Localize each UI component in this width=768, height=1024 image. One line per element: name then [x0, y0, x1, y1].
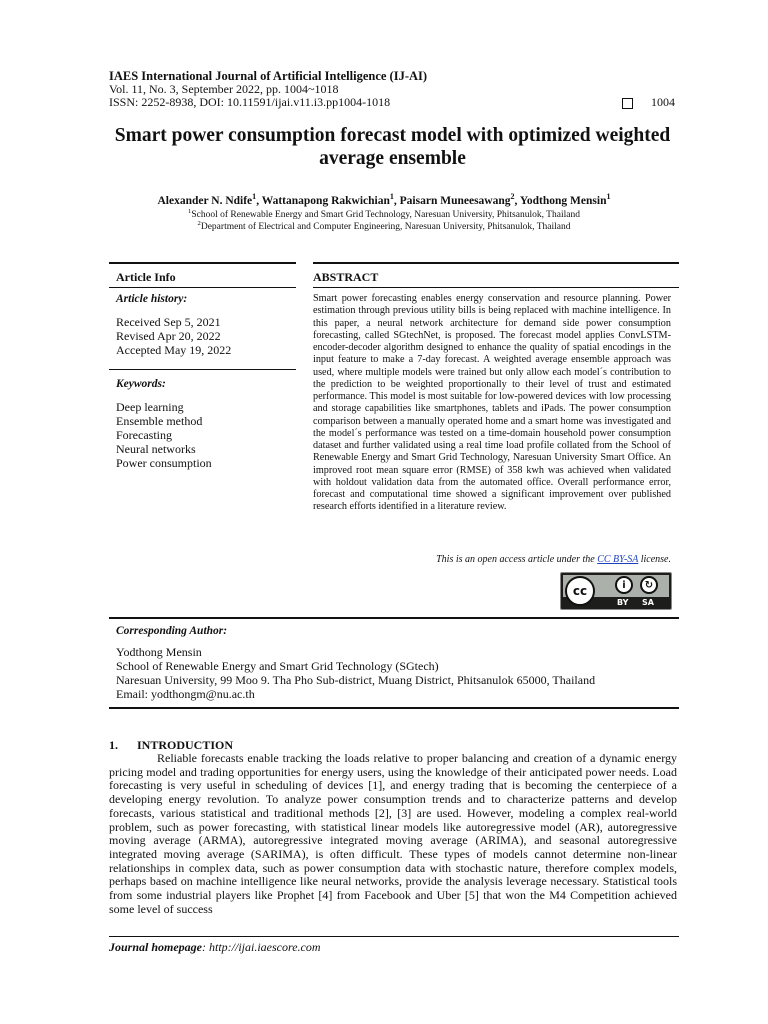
corresponding-address: Naresuan University, 99 Moo 9. Tha Pho Sub-district, Muang District, Phitsanulok 65000, Thailand — [116, 673, 596, 687]
history-item: Revised Apr 20, 2022 — [116, 329, 221, 343]
affiliation: $^1$School of Renewable Energy and Smart Grid Technology, Naresuan University, Phitsanulok, Thailand — [188, 207, 580, 220]
keyword-list — [116, 400, 212, 470]
divider — [109, 262, 296, 264]
author: Alexander N. Ndife$^1$, — [157, 192, 262, 207]
license-link[interactable]: CC BY-SA — [597, 554, 639, 565]
divider — [313, 287, 679, 288]
license-note: This is an open access article under the CC BY-SA license. — [436, 554, 671, 565]
page-number: 1004 — [651, 95, 675, 109]
author-list — [60, 192, 708, 207]
author: Wattanapong Rakwichian$^1$, — [261, 192, 400, 207]
journal-homepage: Journal homepage: http://ijai.iaescore.com — [109, 940, 321, 954]
keyword: Ensemble method — [116, 414, 203, 428]
corresponding-school: School of Renewable Energy and Smart Grid Technology (SGtech) — [116, 659, 439, 673]
share-alike-icon: ↻ — [640, 576, 658, 594]
section-heading: 1. INTRODUCTION — [109, 738, 234, 752]
abstract-text: Smart power forecasting enables energy conservation and resource planning. Power estimation through previous utility bills is being replaced with machine intelligence. In this paper, a neural network architecture for demand side power consumption forecasting, called SGtechNet, is proposed. The forecast model applies ConvLSTM-encoder-decoder algorithm designed to enhance the quality of spatial encodings in the input feature to make a 7-day forecast. A weighted average ensemble approach was used, where multiple models were trained but only allow each model´s contribution to the prediction to be weighted proportionally to their level of trust and estimated performance. This model is most suitable for low-powered devices with low processing and storage capabilities like smartphones, tablets and iPads. The power consumption comparison between a manually operated home and a smart home was investigated and the model´s performance was tested on a time-domain household power consumption dataset and further validated using a real time load profile collated from the School of Renewable Energy and Smart Grid Technology, Naresuan University Smart Office. An improved root mean square error (RMSE) of 358 kwh was achieved when validated with holdout validation data from the automated office. Overall performance error, forecast and computational time showed a significant improvement over published research efforts identified in a literature review. — [313, 293, 671, 513]
divider — [313, 262, 679, 264]
divider — [109, 617, 679, 619]
keyword: Neural networks — [116, 442, 196, 456]
author: Yodthong Mensin$^1$ — [519, 192, 611, 207]
introduction-text: Reliable forecasts enable tracking the loads relative to proper balancing and creation of a dynamic energy pricing model and trading opportunities for energy users, using the knowledge of their anticipated power needs. Load forecasting is very useful in scheduling of devices [1], and energy trading that is becoming the centerpiece of a developing energy revolution. To analyze power consumption trends and to characterize patterns and develop forecasts, various statistical and traditional methods [2], [3] are used. However, modeling a complex real-world problem, such as power forecasting, with statistical linear models like autoregressive model (AR), autoregressive moving average (ARMA), autoregressive integrated moving average (ARIMA), and seasonal autoregressive integrated moving average (SARIMA), is often difficult. These types of models cannot determine non-linear relationships in complex data, such as power consumption data with stochastic nature, therefore complex models, perhaps based on machine intelligence like neural networks, provide the analysis leverage necessary. Statistical tools from some industrial players like Prophet [4] from Facebook and Uber [5] that won the M4 Competition achieved some level of success — [109, 751, 677, 916]
journal-name: IAES International Journal of Artificial Intelligence (IJ-AI) — [109, 69, 428, 83]
corresponding-heading: Corresponding Author: — [116, 625, 228, 637]
corresponding-email: Email: yodthongm@nu.ac.th — [116, 687, 255, 701]
corresponding-details — [116, 645, 595, 701]
keyword: Forecasting — [116, 428, 172, 442]
divider — [109, 707, 679, 709]
article-history — [116, 315, 231, 357]
paper-title: Smart power consumption forecast model with optimized weighted average ensemble — [114, 125, 671, 169]
author: Paisarn Muneesawang$^2$, — [399, 192, 520, 207]
corresponding-name: Yodthong Mensin — [116, 645, 202, 659]
history-item: Accepted May 19, 2022 — [116, 343, 232, 357]
affiliation: $^2$Department of Electrical and Computer Engineering, Naresuan University, Phitsanulok, Thailand — [197, 219, 571, 232]
cc-by-sa-badge-icon — [560, 572, 672, 610]
homepage-url[interactable]: : http://ijai.iaescore.com — [202, 940, 321, 954]
by-person-icon: i — [615, 576, 633, 594]
by-label: BY — [617, 598, 629, 607]
keywords-heading: Keywords: — [116, 378, 166, 390]
divider — [109, 287, 296, 288]
keyword: Deep learning — [116, 400, 184, 414]
volume-info: Vol. 11, No. 3, September 2022, pp. 1004~1018 — [109, 82, 339, 96]
issn-doi: ISSN: 2252-8938, DOI: 10.11591/ijai.v11.i3.pp1004-1018 — [109, 95, 391, 109]
keyword: Power consumption — [116, 456, 212, 470]
article-history-heading: Article history: — [116, 293, 188, 305]
article-info-heading: Article Info — [116, 270, 176, 284]
abstract-heading: ABSTRACT — [313, 270, 379, 284]
cc-icon: cc — [565, 576, 595, 606]
sa-label: SA — [642, 598, 654, 607]
divider — [109, 369, 296, 370]
footer-divider — [109, 936, 679, 937]
square-icon — [622, 98, 633, 109]
history-item: Received Sep 5, 2021 — [116, 315, 221, 329]
